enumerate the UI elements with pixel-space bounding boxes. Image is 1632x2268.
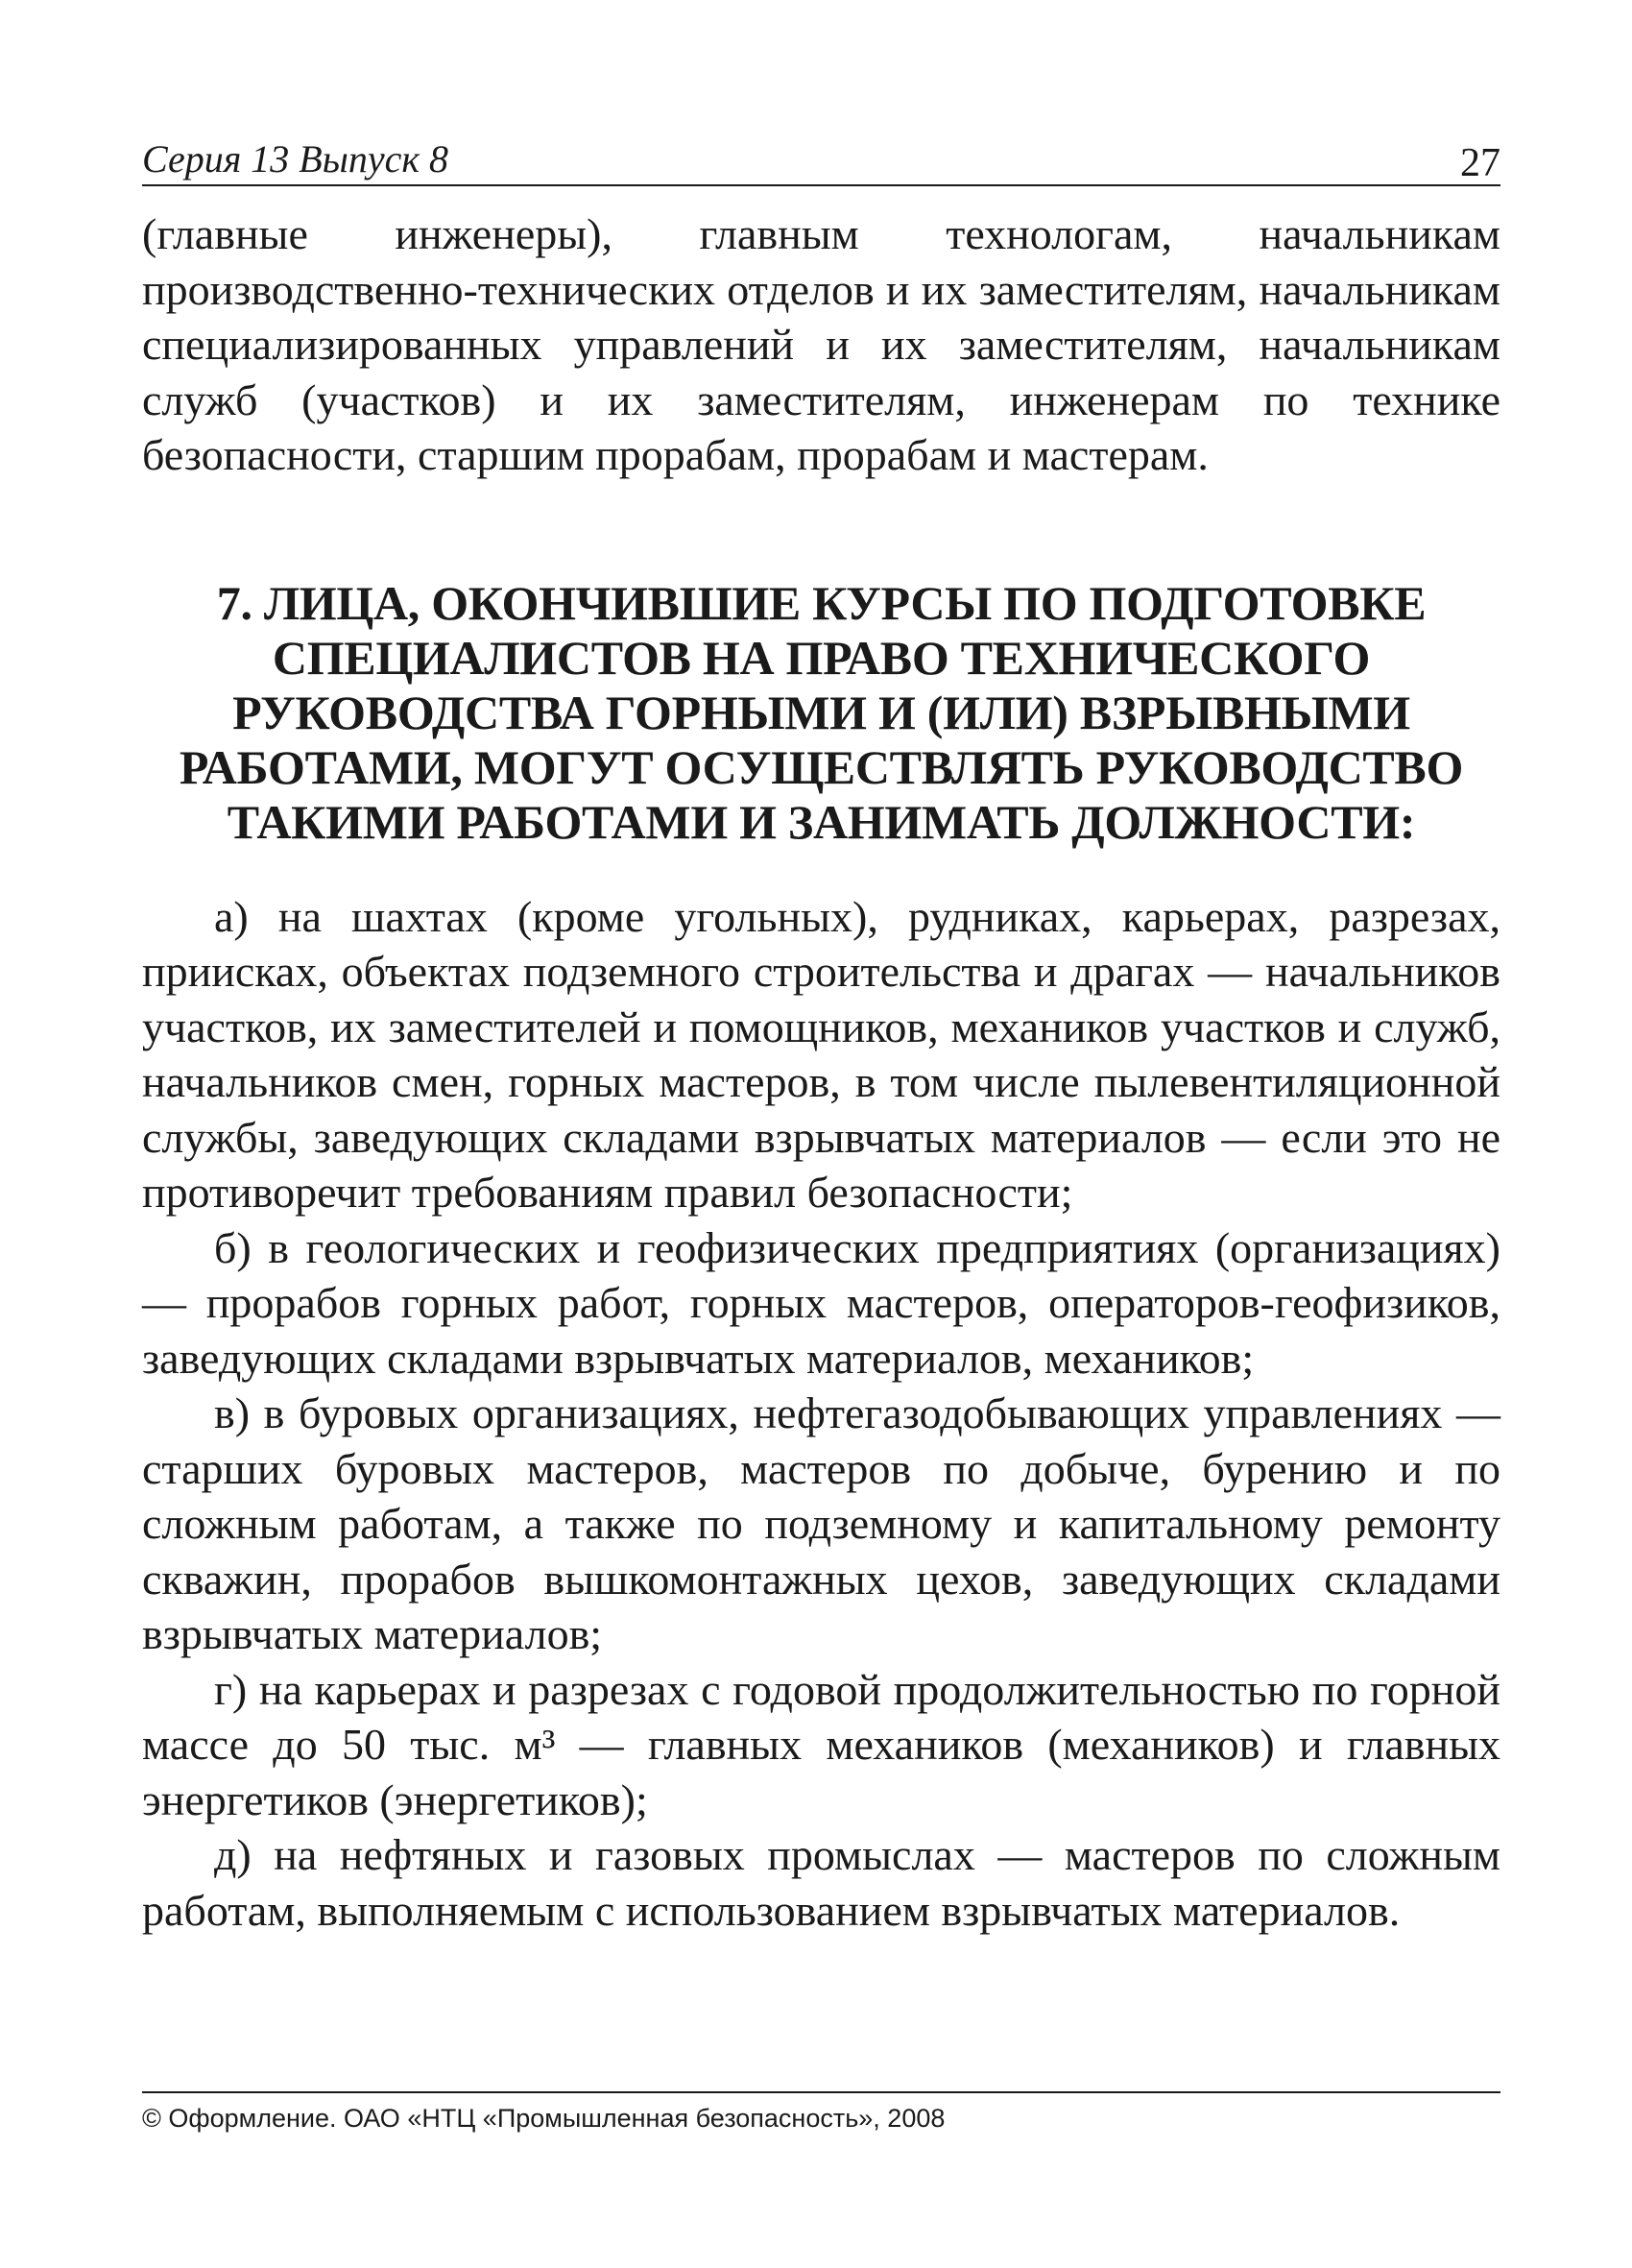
- section-heading: [142, 576, 1500, 850]
- heading-line: РУКОВОДСТВА ГОРНЫМИ И (ИЛИ) ВЗРЫВНЫМИ: [232, 685, 1410, 739]
- heading-line: РАБОТАМИ, МОГУТ ОСУЩЕСТВЛЯТЬ РУКОВОДСТВО: [179, 739, 1464, 794]
- footer-divider: [142, 2091, 1500, 2093]
- list-item-v: в) в буровых организациях, нефтегазодобывающих управлениях — старших буровых мастеров, мастеров по добыче, бурению и по сложным работам, а также по подземному и капитальному ремонту скважин, прорабов вышкомонтажных цехов, заведующих складами взрывчатых материалов;: [142, 1388, 1500, 1658]
- heading-line: 7. ЛИЦА, ОКОНЧИВШИЕ КУРСЫ ПО ПОДГОТОВКЕ: [216, 575, 1427, 630]
- list-item-a: а) на шахтах (кроме угольных), рудниках, карьерах, разрезах, приисках, объектах подземного строительства и драгах — начальников участков, их заместителей и помощников, механиков участков и служб, начальников смен, горных мастеров, в том числе пылевентиляционной службы, заведующих складами взрывчатых материалов — если это не противоречит требованиям правил безопасности;: [142, 891, 1500, 1217]
- page-number: 27: [1460, 141, 1500, 185]
- copyright-footer: © Оформление. ОАО «НТЦ «Промышленная безопасность», 2008: [142, 2104, 946, 2133]
- heading-line: ТАКИМИ РАБОТАМИ И ЗАНИМАТЬ ДОЛЖНОСТИ:: [227, 794, 1416, 849]
- page-body: [142, 206, 1500, 1938]
- list-item-b: б) в геологических и геофизических предприятиях (организациях) — прорабов горных работ, горных мастеров, операторов-геофизиков, заведующих складами взрывчатых материалов, механиков;: [142, 1222, 1500, 1383]
- list-item-g: г) на карьерах и разрезах с годовой продолжительностью по горной массе до 50 тыс. м³ — главных механиков (механиков) и главных энергетиков (энергетиков);: [142, 1664, 1500, 1824]
- heading-line: СПЕЦИАЛИСТОВ НА ПРАВО ТЕХНИЧЕСКОГО: [272, 630, 1371, 685]
- running-header: [142, 134, 1500, 186]
- series-label: Серия 13 Выпуск 8: [142, 137, 449, 181]
- list-item-d: д) на нефтяных и газовых промыслах — мастеров по сложным работам, выполняемым с использованием взрывчатых материалов.: [142, 1830, 1500, 1935]
- intro-paragraph: (главные инженеры), главным технологам, начальникам производственно-технических отделов и их заместителям, начальникам специализированных управлений и их заместителям, начальникам служб (участков) и их заместителям, инженерам по технике безопасности, старшим прорабам, прорабам и мастерам.: [142, 209, 1500, 479]
